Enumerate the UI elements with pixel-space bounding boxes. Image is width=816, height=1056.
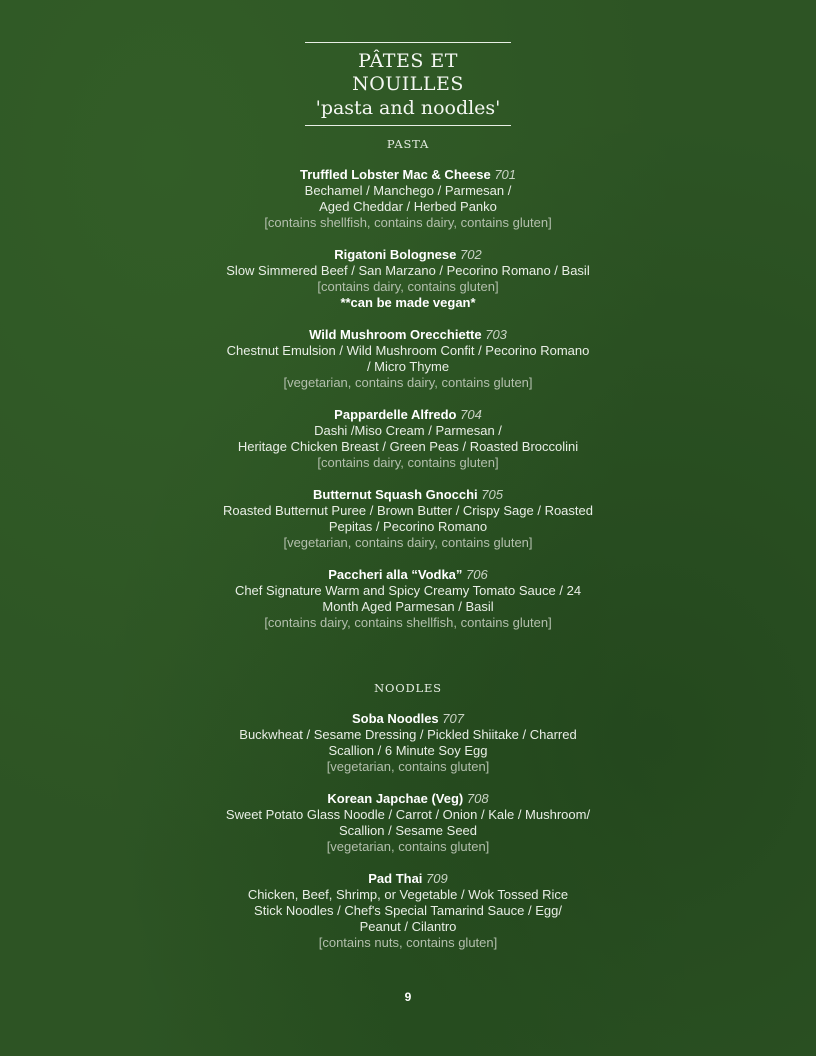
item-name: Rigatoni Bolognese — [334, 247, 457, 262]
item-description-line: Pepitas / Pecorino Romano — [328, 519, 488, 534]
item-description-line: Scallion / 6 Minute Soy Egg — [328, 743, 488, 758]
menu-item-705 — [0, 487, 816, 551]
item-allergen-tags: [vegetarian, contains dairy, contains gluten] — [283, 535, 533, 550]
item-allergen-tags: [vegetarian, contains dairy, contains gluten] — [283, 375, 533, 390]
item-description-line: Scallion / Sesame Seed — [338, 823, 478, 838]
menu-item-706 — [0, 567, 816, 631]
item-number: 707 — [442, 711, 464, 726]
item-description-line: Bechamel / Manchego / Parmesan / — [304, 183, 512, 198]
item-name: Wild Mushroom Orecchiette — [309, 327, 482, 342]
section-heading-noodles: NOODLES — [374, 681, 442, 695]
item-allergen-tags: [contains dairy, contains gluten] — [317, 279, 499, 294]
item-name: Pappardelle Alfredo — [334, 407, 457, 422]
item-description-line: Dashi /Miso Cream / Parmesan / — [314, 423, 502, 438]
item-description-line: / Micro Thyme — [366, 359, 450, 374]
item-number: 702 — [459, 247, 482, 262]
item-number: 703 — [485, 327, 507, 342]
item-name: Truffled Lobster Mac & Cheese — [299, 167, 491, 182]
item-number: 708 — [466, 791, 489, 806]
item-name: Butternut Squash Gnocchi — [313, 487, 478, 502]
page-subtitle: 'pasta and noodles' — [315, 97, 501, 119]
menu-item-704 — [0, 407, 816, 471]
item-description-line: Stick Noodles / Chef's Special Tamarind Sauce / Egg/ — [254, 903, 562, 918]
item-number: 706 — [466, 567, 488, 582]
item-allergen-tags: [contains dairy, contains shellfish, contains gluten] — [264, 615, 552, 630]
item-description-line: Aged Cheddar / Herbed Panko — [319, 199, 497, 214]
item-description-line: Chicken, Beef, Shrimp, or Vegetable / Wok Tossed Rice — [247, 887, 569, 902]
item-description-line: Chef Signature Warm and Spicy Creamy Tomato Sauce / 24 — [234, 583, 582, 598]
item-name: Korean Japchae (Veg) — [327, 791, 464, 806]
page-title-block — [305, 42, 511, 126]
item-description-line: Buckwheat / Sesame Dressing / Pickled Shiitake / Charred — [239, 727, 577, 742]
section-heading-pasta: PASTA — [386, 137, 430, 151]
item-allergen-tags: [vegetarian, contains gluten] — [326, 839, 490, 854]
item-allergen-tags: [vegetarian, contains gluten] — [326, 759, 490, 774]
item-number: 705 — [481, 487, 503, 502]
menu-item-701 — [0, 167, 816, 231]
page-title: PÂTES ET NOUILLES — [352, 50, 464, 95]
item-description-line: Heritage Chicken Breast / Green Peas / Roasted Broccolini — [237, 439, 579, 454]
item-description-line: Sweet Potato Glass Noodle / Carrot / Onion / Kale / Mushroom/ — [225, 807, 591, 822]
menu-item-702 — [0, 247, 816, 311]
item-description-line: Peanut / Cilantro — [359, 919, 457, 934]
item-number: 704 — [460, 407, 482, 422]
item-number: 701 — [494, 167, 517, 182]
item-vegan-note: **can be made vegan* — [340, 295, 476, 310]
item-allergen-tags: [contains shellfish, contains dairy, contains gluten] — [264, 215, 552, 230]
item-description-line: Roasted Butternut Puree / Brown Butter / Crispy Sage / Roasted — [223, 503, 593, 518]
page-number: 9 — [404, 990, 412, 1004]
menu-item-707 — [0, 711, 816, 775]
menu-item-708 — [0, 791, 816, 855]
item-allergen-tags: [contains dairy, contains gluten] — [317, 455, 499, 470]
item-number: 709 — [426, 871, 448, 886]
item-description-line: Month Aged Parmesan / Basil — [322, 599, 494, 614]
item-allergen-tags: [contains nuts, contains gluten] — [318, 935, 498, 950]
menu-item-709 — [0, 871, 816, 951]
item-name: Pad Thai — [368, 871, 423, 886]
item-description-line: Slow Simmered Beef / San Marzano / Pecorino Romano / Basil — [226, 263, 590, 278]
menu-item-703 — [0, 327, 816, 391]
item-name: Paccheri alla “Vodka” — [328, 567, 463, 582]
item-description-line: Chestnut Emulsion / Wild Mushroom Confit / Pecorino Romano — [226, 343, 590, 358]
item-name: Soba Noodles — [351, 711, 439, 726]
